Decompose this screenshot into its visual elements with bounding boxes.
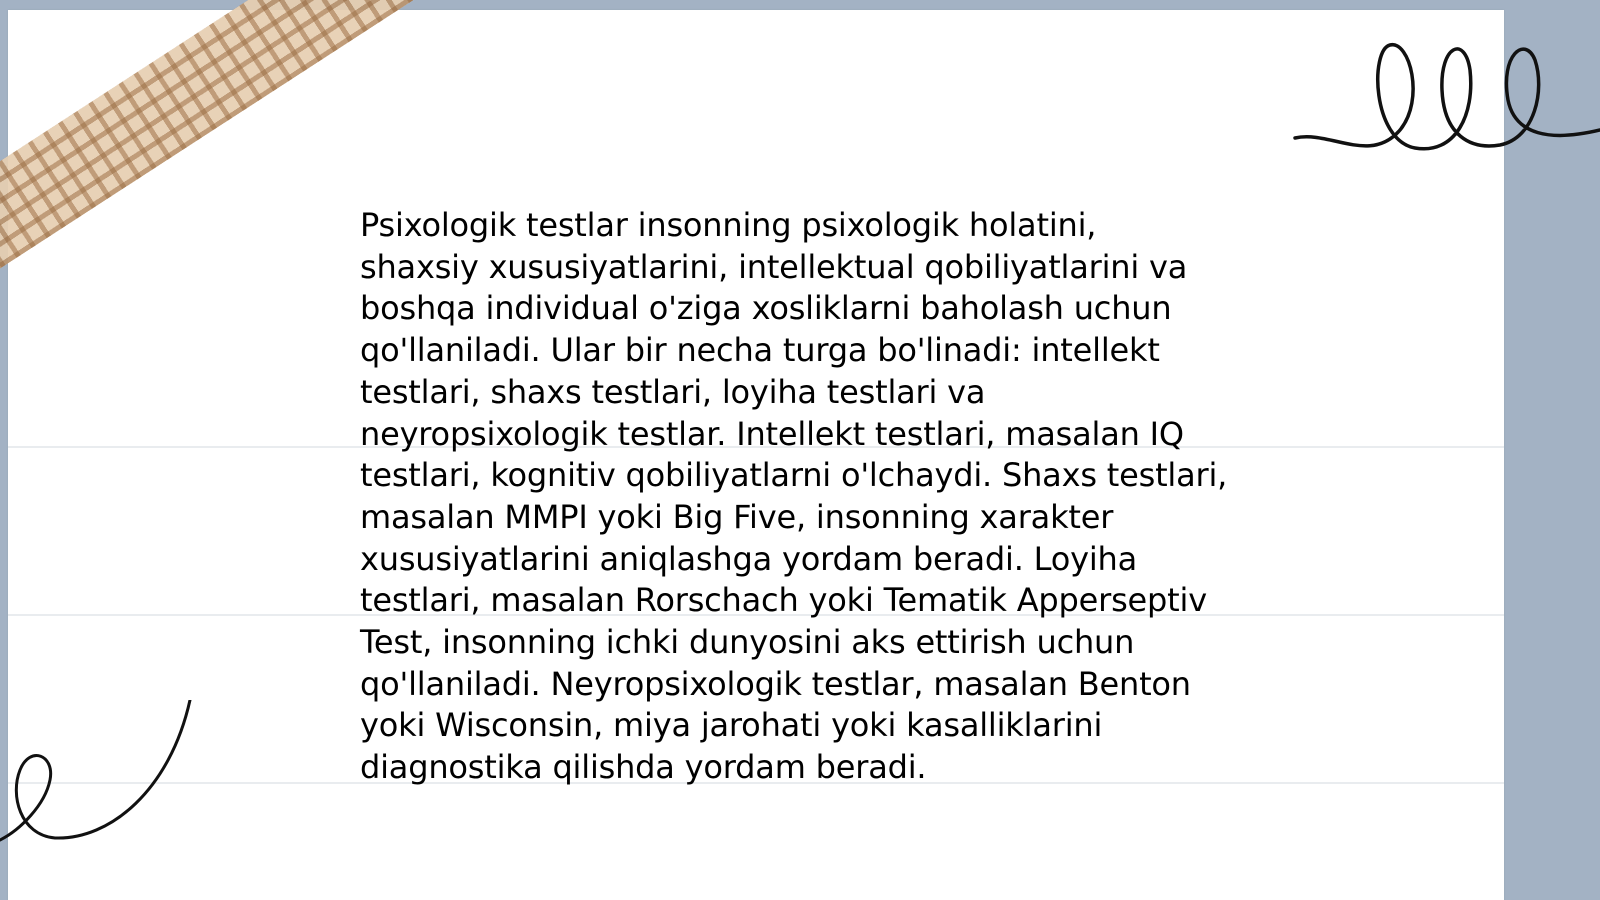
text-line: Test, insonning ichki dunyosini aks ettirish uchun	[360, 623, 1135, 662]
text-line: testlari, masalan Rorschach yoki Tematik Apperseptiv	[360, 581, 1207, 620]
text-line: qo'llaniladi. Neyropsixologik testlar, masalan Benton	[360, 664, 1191, 703]
loop-squiggle-icon	[1290, 30, 1600, 160]
text-line: diagnostika qilishda yordam beradi.	[360, 748, 927, 787]
text-line: testlari, kognitiv qobiliyatlarni o'lchaydi. Shaxs testlari,	[360, 456, 1228, 495]
text-line: boshqa individual o'ziga xosliklarni baholash uchun	[360, 289, 1172, 328]
text-line: xususiyatlarini aniqlashga yordam beradi. Loyiha	[360, 539, 1138, 578]
text-line: qo'llaniladi. Ular bir necha turga bo'linadi: intellekt	[360, 331, 1160, 370]
body-text	[360, 205, 1260, 789]
text-line: neyropsixologik testlar. Intellekt testlari, masalan IQ	[360, 414, 1184, 453]
text-line: Psixologik testlar insonning psixologik holatini,	[360, 206, 1097, 244]
text-line: masalan MMPI yoki Big Five, insonning xarakter	[360, 497, 1114, 536]
text-line: yoki Wisconsin, miya jarohati yoki kasalliklarini	[360, 706, 1103, 745]
curl-squiggle-icon	[0, 700, 200, 850]
text-line: testlari, shaxs testlari, loyiha testlari va	[360, 372, 986, 411]
text-line: shaxsiy xususiyatlarini, intellektual qobiliyatlarini va	[360, 247, 1188, 286]
